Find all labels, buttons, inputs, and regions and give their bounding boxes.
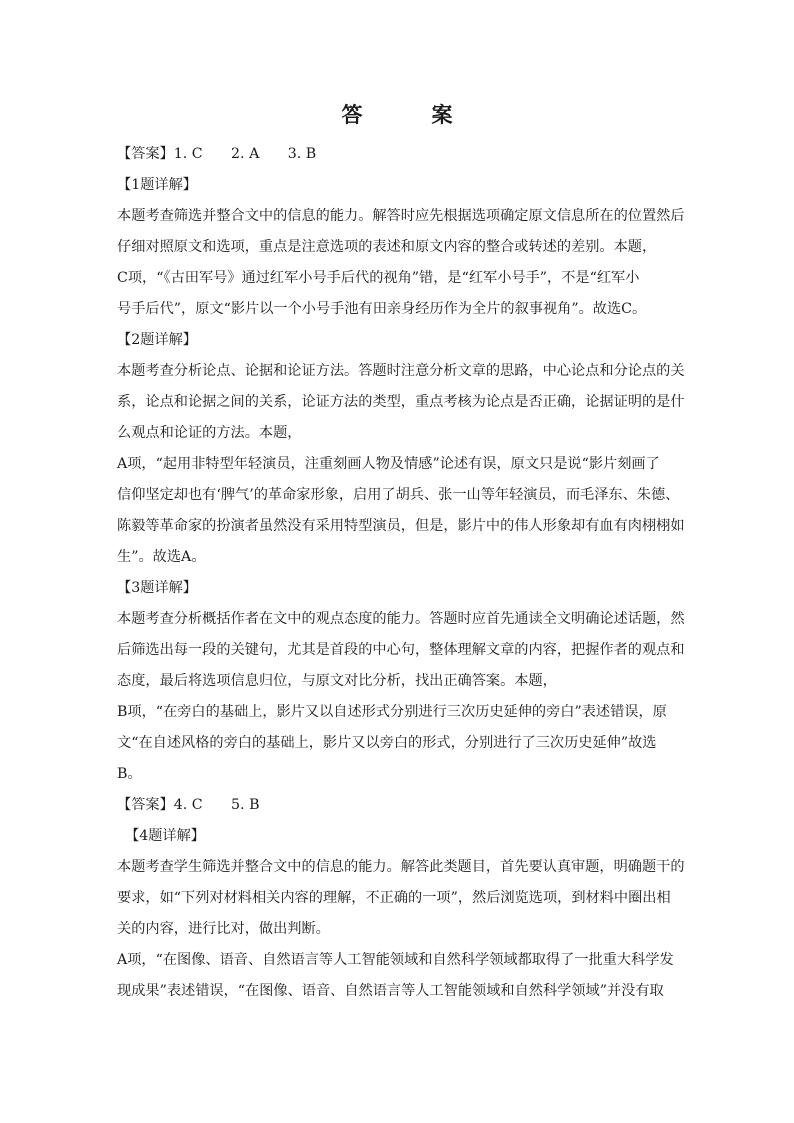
paragraph-line: 本题考查学生筛选并整合文中的信息的能力。解答此类题目，首先要认真审题，明确题干的 <box>117 859 685 875</box>
paragraph-line: 生”。故选A。 <box>117 549 206 565</box>
paragraph-line: 系，论点和论据之间的关系，论证方法的类型，重点考核为论点是否正确，论据证明的是什 <box>117 394 685 410</box>
paragraph-line: C项，“《古田军号》通过红军小号手后代的视角”错，是“红军小号手”，不是“红军小 <box>117 270 640 286</box>
paragraph-line: 么观点和论证的方法。本题， <box>117 425 302 441</box>
paragraph-line: 现成果”表述错误，“在图像、语音、自然语言等人工智能领域和自然科学领域”并没有取 <box>117 983 664 999</box>
answer-line-4-5: 【答案】4. C 5. B <box>117 797 260 813</box>
paragraph-line: 要求，如“下列对材料相关内容的理解，不正确的一项”，然后浏览选项，到材料中圈出相 <box>117 890 671 906</box>
paragraph-line: 仔细对照原文和选项，重点是注意选项的表述和原文内容的整合或转述的差别。本题， <box>117 239 657 255</box>
paragraph-line: 本题考查分析概括作者在文中的观点态度的能力。答题时应首先通读全文明确论述话题，然 <box>117 611 685 627</box>
section-heading-q3: 【3题详解】 <box>117 580 197 596</box>
paragraph-line: 本题考查筛选并整合文中的信息的能力。解答时应先根据选项确定原文信息所在的位置然后 <box>117 208 685 224</box>
paragraph-line: A项，“起用非特型年轻演员，注重刻画人物及情感”论述有误，原文只是说“影片刻画了 <box>117 456 660 472</box>
paragraph-line: 关的内容，进行比对，做出判断。 <box>117 921 330 937</box>
paragraph-line: B项，“在旁白的基础上，影片又以自述形式分别进行三次历史延伸的旁白”表述错误，原 <box>117 704 667 720</box>
paragraph-line: 陈毅等革命家的扮演者虽然没有采用特型演员，但是，影片中的伟人形象却有血有肉栩栩如 <box>117 518 685 534</box>
section-heading-q1: 【1题详解】 <box>117 177 197 193</box>
paragraph-line: 文“在自述风格的旁白的基础上，影片又以旁白的形式，分别进行了三次历史延伸”故选 <box>117 735 657 751</box>
page-title: 答 案 <box>341 102 477 127</box>
paragraph-line: 本题考查分析论点、论据和论证方法。答题时注意分析文章的思路，中心论点和分论点的关 <box>117 363 685 379</box>
paragraph-line: 后筛选出每一段的关键句，尤其是首段的中心句，整体理解文章的内容，把握作者的观点和 <box>117 642 685 658</box>
answer-line-1-3: 【答案】1. C 2. A 3. B <box>117 146 317 162</box>
section-heading-q2: 【2题详解】 <box>117 332 197 348</box>
paragraph-line: 号手后代”，原文“影片以一个小号手池有田亲身经历作为全片的叙事视角”。故选C。 <box>117 301 647 317</box>
paragraph-line: 信仰坚定却也有‘脾气’的革命家形象，启用了胡兵、张一山等年轻演员，而毛泽东、朱德、 <box>117 487 680 503</box>
paragraph-line: 态度，最后将选项信息归位，与原文对比分析，找出正确答案。本题， <box>117 673 557 689</box>
paragraph-line: B。 <box>117 766 142 782</box>
paragraph-line: A项，“在图像、语音、自然语言等人工智能领域和自然科学领域都取得了一批重大科学发 <box>117 952 674 968</box>
section-heading-q4: 【4题详解】 <box>125 828 205 844</box>
